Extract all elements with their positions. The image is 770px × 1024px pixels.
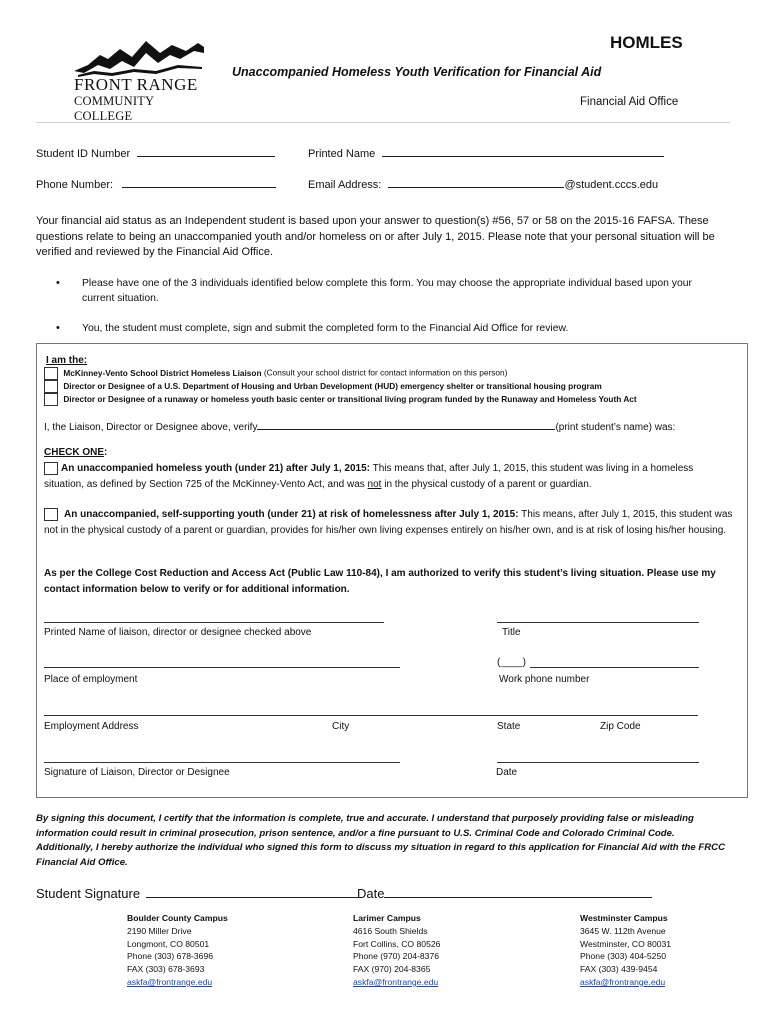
- office-name: Financial Aid Office: [580, 96, 679, 108]
- phone-line[interactable]: [122, 178, 276, 188]
- option-2-text: This means, after July 1, 2015, this student was not in the physical custody of a parent or guardian, provides for his/her own living expenses entirely on his/her own, and is at risk of losing his/her housing.: [44, 509, 733, 536]
- college-logo: [74, 37, 204, 123]
- address-label: Employment Address: [44, 721, 139, 732]
- title-label: Title: [502, 627, 521, 638]
- zip-label: Zip Code: [600, 721, 641, 732]
- campus-street: 4616 South Shields: [353, 925, 428, 936]
- campus-city: Westminster, CO 80031: [580, 938, 672, 949]
- college-name-line1: FRONT RANGE: [74, 75, 198, 94]
- liaison-name-label: Printed Name of liaison, director or designee checked above: [44, 627, 312, 638]
- campus-email-link[interactable]: askfa@frontrange.edu: [580, 976, 666, 987]
- campus-westminster: [580, 912, 671, 989]
- campus-phone: Phone (970) 204-8376: [353, 951, 440, 962]
- city-label: City: [332, 721, 350, 732]
- email-domain: @student.cccs.edu: [564, 179, 659, 191]
- work-phone-line[interactable]: [530, 667, 699, 668]
- campus-fax: FAX (303) 439-9454: [580, 964, 658, 975]
- check-option-1[interactable]: [44, 461, 734, 493]
- campus-name: Westminster Campus: [580, 913, 668, 923]
- mountain-logo-icon: [74, 37, 204, 77]
- printed-name-field[interactable]: [308, 147, 664, 160]
- liaison-signature-line[interactable]: [44, 762, 400, 763]
- place-line[interactable]: [44, 667, 400, 668]
- college-name-line2: COMMUNITY COLLEGE: [74, 94, 154, 123]
- student-date-label: Date: [357, 886, 385, 901]
- student-id-field[interactable]: [36, 147, 275, 160]
- printed-name-line[interactable]: [382, 147, 664, 157]
- verify-statement[interactable]: [44, 420, 675, 433]
- campus-larimer: [353, 912, 440, 989]
- verify-prefix: I, the Liaison, Director or Designee above, verify: [44, 422, 258, 433]
- role-3-title: Director or Designee of a runaway or homeless youth basic center or transitional living program funded by the Runaway and Homeless Youth Act: [63, 393, 637, 404]
- campus-fax: FAX (970) 204-8365: [353, 964, 431, 975]
- bullet-item-1: [56, 277, 716, 306]
- student-name-line[interactable]: [257, 420, 555, 430]
- bullet-text-2: You, the student must complete, sign and submit the completed form to the Financial Aid Office for review.: [82, 323, 569, 334]
- phone-field[interactable]: [36, 178, 276, 191]
- option-2-checkbox[interactable]: [44, 508, 58, 521]
- option-1-checkbox[interactable]: [44, 462, 58, 475]
- option-1-title: An unaccompanied homeless youth (under 21) after July 1, 2015:: [61, 463, 370, 474]
- campus-boulder: [127, 912, 228, 989]
- header-divider: [36, 122, 730, 123]
- place-label: Place of employment: [44, 674, 138, 685]
- campus-name: Boulder County Campus: [127, 913, 228, 923]
- role-checkbox-3[interactable]: [44, 393, 58, 406]
- authority-statement: As per the College Cost Reduction and Access Act (Public Law 110-84), I am authorized to verify this student’s living situation. Please use my contact information below to verify or for additional information.: [44, 568, 716, 595]
- phone-area-code: (____): [497, 657, 526, 668]
- campus-phone: Phone (303) 678-3696: [127, 951, 214, 962]
- verify-suffix: (print student’s name) was:: [555, 422, 676, 433]
- role-option-2[interactable]: [44, 380, 602, 393]
- email-field[interactable]: [308, 178, 658, 191]
- role-option-3[interactable]: [44, 393, 637, 406]
- liaison-signature-label: Signature of Liaison, Director or Designee: [44, 767, 230, 778]
- state-label: State: [497, 721, 521, 732]
- student-signature-line[interactable]: [146, 886, 360, 898]
- campus-name: Larimer Campus: [353, 913, 421, 923]
- option-1-text-b: in the physical custody of a parent or guardian.: [381, 479, 592, 490]
- campus-email-link[interactable]: askfa@frontrange.edu: [353, 976, 439, 987]
- liaison-date-label: Date: [496, 767, 518, 778]
- student-signature-field[interactable]: [36, 886, 360, 901]
- bullet-icon: •: [56, 277, 60, 289]
- campus-city: Longmont, CO 80501: [127, 938, 210, 949]
- role-1-title: McKinney-Vento School District Homeless Liaison: [63, 367, 262, 378]
- option-2-title: An unaccompanied, self-supporting youth (under 21) at risk of homelessness after July 1, 2015:: [64, 509, 519, 520]
- liaison-name-line[interactable]: [44, 622, 384, 623]
- campus-phone: Phone (303) 404-5250: [580, 951, 667, 962]
- option-1-text-a: This means that, after July 1, 2015, this student was living in a homeless situation, as defined by Section 725 of the McKinney-Vento Act, and was: [44, 463, 694, 490]
- printed-name-label: Printed Name: [308, 148, 376, 160]
- student-date-field[interactable]: [357, 886, 652, 901]
- role-checkbox-1[interactable]: [44, 367, 58, 380]
- student-signature-label: Student Signature: [36, 886, 141, 901]
- campus-email-link[interactable]: askfa@frontrange.edu: [127, 976, 213, 987]
- campus-city: Fort Collins, CO 80526: [353, 938, 441, 949]
- bullet-text-1: Please have one of the 3 individuals identified below complete this form. You may choose the appropriate individual based upon your current situation.: [82, 278, 692, 304]
- student-date-line[interactable]: [384, 886, 652, 898]
- i-am-label: I am the:: [46, 355, 88, 366]
- bullet-item-2: [56, 322, 716, 337]
- certification-statement: By signing this document, I certify that the information is complete, true and accurate. I understand that purposely providing false or misleading information could result in criminal prosecution, prison sentence, and/or a fine pursuant to U.S. Criminal Code and Colorado Criminal Code. Additionally, I hereby authorize the individual who signed this form to discuss my situation in regard to this application for Financial Aid with the FRCC Financial Aid Office.: [36, 813, 726, 868]
- title-line[interactable]: [497, 622, 699, 623]
- campus-fax: FAX (303) 678-3693: [127, 964, 205, 975]
- option-1-not: not: [367, 479, 382, 490]
- campus-street: 3645 W. 112th Avenue: [580, 925, 666, 936]
- liaison-date-line[interactable]: [497, 762, 699, 763]
- campus-street: 2190 Miller Drive: [127, 925, 192, 936]
- intro-paragraph: Your financial aid status as an Independent student is based upon your answer to question(s) #56, 57 or 58 on the 2015-16 FAFSA. These questions relate to being an unaccompanied youth and/or homeless on or after July 1, 2015. Please note that your personal situation will be verified and reviewed by the Financial Aid Office.: [36, 215, 715, 258]
- check-option-2[interactable]: [44, 507, 738, 539]
- role-1-note: (Consult your school district for contact information on this person): [261, 367, 508, 378]
- phone-label: Phone Number:: [36, 179, 114, 191]
- check-one-text: CHECK ONE: [44, 447, 105, 458]
- bullet-icon: •: [56, 322, 60, 334]
- role-option-1[interactable]: [44, 367, 507, 380]
- form-code: HOMLES: [610, 33, 683, 52]
- work-phone-label: Work phone number: [499, 674, 590, 685]
- student-id-label: Student ID Number: [36, 148, 131, 160]
- address-line[interactable]: [44, 715, 698, 716]
- form-title: Unaccompanied Homeless Youth Verification for Financial Aid: [232, 65, 602, 79]
- student-id-line[interactable]: [137, 147, 275, 157]
- role-2-title: Director or Designee of a U.S. Department of Housing and Urban Development (HUD) emergency shelter or transitional housing program: [63, 380, 602, 391]
- email-label: Email Address:: [308, 179, 382, 191]
- check-one-label: CHECK ONE:: [44, 447, 108, 458]
- email-line[interactable]: [388, 178, 564, 188]
- role-checkbox-2[interactable]: [44, 380, 58, 393]
